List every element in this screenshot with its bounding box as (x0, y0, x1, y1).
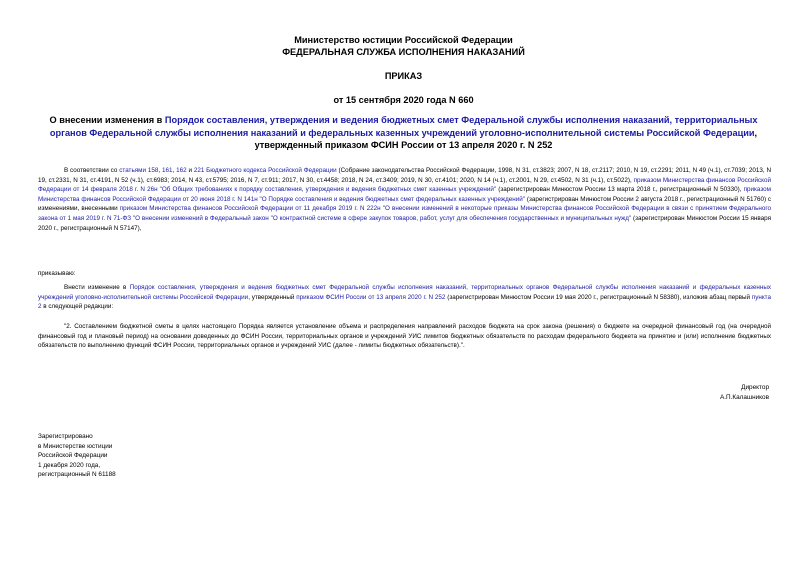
quoted-text: "2. Составлением бюджетной сметы в целях настоящего Порядка является установление объема и распределения направлений расходов бюджета на срок закона (решения) о бюджете на очередной финансовый год (на очередной финансовый год и плановый период) на основании доведенных до ФСИН России, территориальных органов и учреждений УИС лимитов бюджетных обязательств по расходам федерального бюджета на принятие и (или) исполнение бюджетных обязательств по выполнению функций ФСИН России, территориальных органов и учреждений УИС (далее - лимиты бюджетных обязательств).". (38, 323, 771, 350)
text-run: , (172, 167, 177, 174)
registration-line: 1 декабря 2020 года, (38, 461, 101, 469)
text-run: (Собрание законодательства Российской Федерации, 1998, N 31, ст.3823; 2007, N 18, ст.2117; 2010, N 19, ст.2291; 2011, N 49 (ч.1), ст.7039; 2013, N 19, ст.2331, N 31, ст.4191, N 52 (ч.1), ст.6983; 2014, N 43, ст.5795; 2016, N 7, ст.911; 2017, N 30, ст.4458; 2018, N 24, ст.3409; 2019, N 30, ст.4101; 2020, N 14 (ч.1), ст.2001, N 29, ст.4502, N 31 (ч.1), ст.5022), (38, 167, 772, 184)
text-run: В соответствии со (64, 167, 120, 174)
text-run: Внести изменение в (64, 284, 130, 291)
link-procedure[interactable]: Порядок составления, утверждения и ведения бюджетных смет Федеральной службы исполнения наказаний, территориальных органов Федеральной службы исполнения наказаний и федеральных казенных учреждений уголовно-исполнительной системы Российской Федерации (38, 284, 771, 301)
link-minfin-222n[interactable]: приказом Министерства финансов Российской Федерации от 11 декабря 2019 г. N 222н "О внесении изменений в некоторые приказы Министерства финансов Российской Федерации в связи с принятием Федерального закона от 1 мая 2019 г. N 71-ФЗ "О внесении изменений в Федеральный закон "О контрактной системе в сфере закупок товаров, работ, услуг для обеспечения государственных и муниципальных нужд" (38, 205, 771, 222)
title-link-procedure[interactable]: Порядок составления, утверждения и ведения бюджетных смет Федеральной службы исполнения наказаний, территориальных органов Федеральной службы исполнения наказаний и федеральных казенных учреждений уголовно-исполнительной системы Российской Федерации (49, 115, 758, 138)
link-article-158[interactable]: статьями 158 (119, 167, 159, 174)
registration-line: Российской Федерации (38, 452, 108, 460)
document-header (40, 34, 767, 58)
preamble-paragraph (38, 166, 771, 233)
link-article-161[interactable]: 161 (161, 167, 173, 174)
signer-name: А.П.Калашников (719, 393, 769, 401)
link-article-162[interactable]: 162 (176, 167, 187, 174)
text-run: (зарегистрирован Минюстом России 15 января 2020 г., регистрационный N 57147), (38, 214, 772, 232)
service-name: ФЕДЕРАЛЬНАЯ СЛУЖБА ИСПОЛНЕНИЯ НАКАЗАНИЙ (282, 47, 525, 57)
title-prefix: О внесении изменения в (49, 115, 165, 125)
signature-block (720, 383, 769, 402)
link-order-252[interactable]: приказом ФСИН России от 13 апреля 2020 г. N 252 (296, 293, 446, 301)
title-suffix: , утвержденный приказом ФСИН России от 13 апреля 2020 г. N 252 (254, 127, 758, 150)
text-run: в следующей редакции: (41, 303, 114, 311)
link-clause-2[interactable]: пункта 2 (38, 293, 771, 311)
ministry-name: Министерство юстиции Российской Федерации (294, 35, 513, 45)
link-minfin-26n[interactable]: приказом Министерства финансов Российской Федерации от 14 февраля 2018 г. N 26н "Об Общих требованиях к порядку составления, утверждения и ведения бюджетных смет казенных учреждений" (38, 176, 771, 194)
registration-block (38, 432, 116, 480)
text-run: , (158, 167, 162, 174)
link-budget-code[interactable]: 221 Бюджетного кодекса Российской Федерации (193, 167, 337, 174)
doc-date-number: от 15 сентября 2020 года N 660 (333, 95, 474, 105)
document-title (45, 114, 762, 152)
text-run: , утвержденный (248, 293, 297, 301)
registration-line: Зарегистрировано (38, 433, 93, 440)
registration-line: в Министерстве юстиции (38, 442, 113, 450)
doc-type: ПРИКАЗ (384, 71, 423, 81)
amendment-paragraph (38, 283, 771, 312)
registration-line: регистрационный N 61188 (38, 471, 116, 479)
text-run: и (186, 167, 194, 174)
text-run: (зарегистрирован Минюстом России 13 марта 2018 г., регистрационный N 50330), (496, 186, 744, 194)
text-run: (зарегистрирован Минюстом России 2 августа 2018 г., регистрационный N 51760) с изменениями, внесенными (38, 195, 772, 213)
link-minfin-141n[interactable]: приказом Министерства финансов Российской Федерации от 20 июня 2018 г. N 141н "О Порядке составления и ведения бюджетных смет федеральных казенных учреждений" (38, 186, 771, 203)
signer-position: Директор (741, 384, 769, 391)
text-run: (зарегистрирован Минюстом России 19 мая 2020 г., регистрационный N 58380), изложив абзац первый (445, 293, 752, 301)
orders-word: приказываю: (38, 270, 76, 277)
